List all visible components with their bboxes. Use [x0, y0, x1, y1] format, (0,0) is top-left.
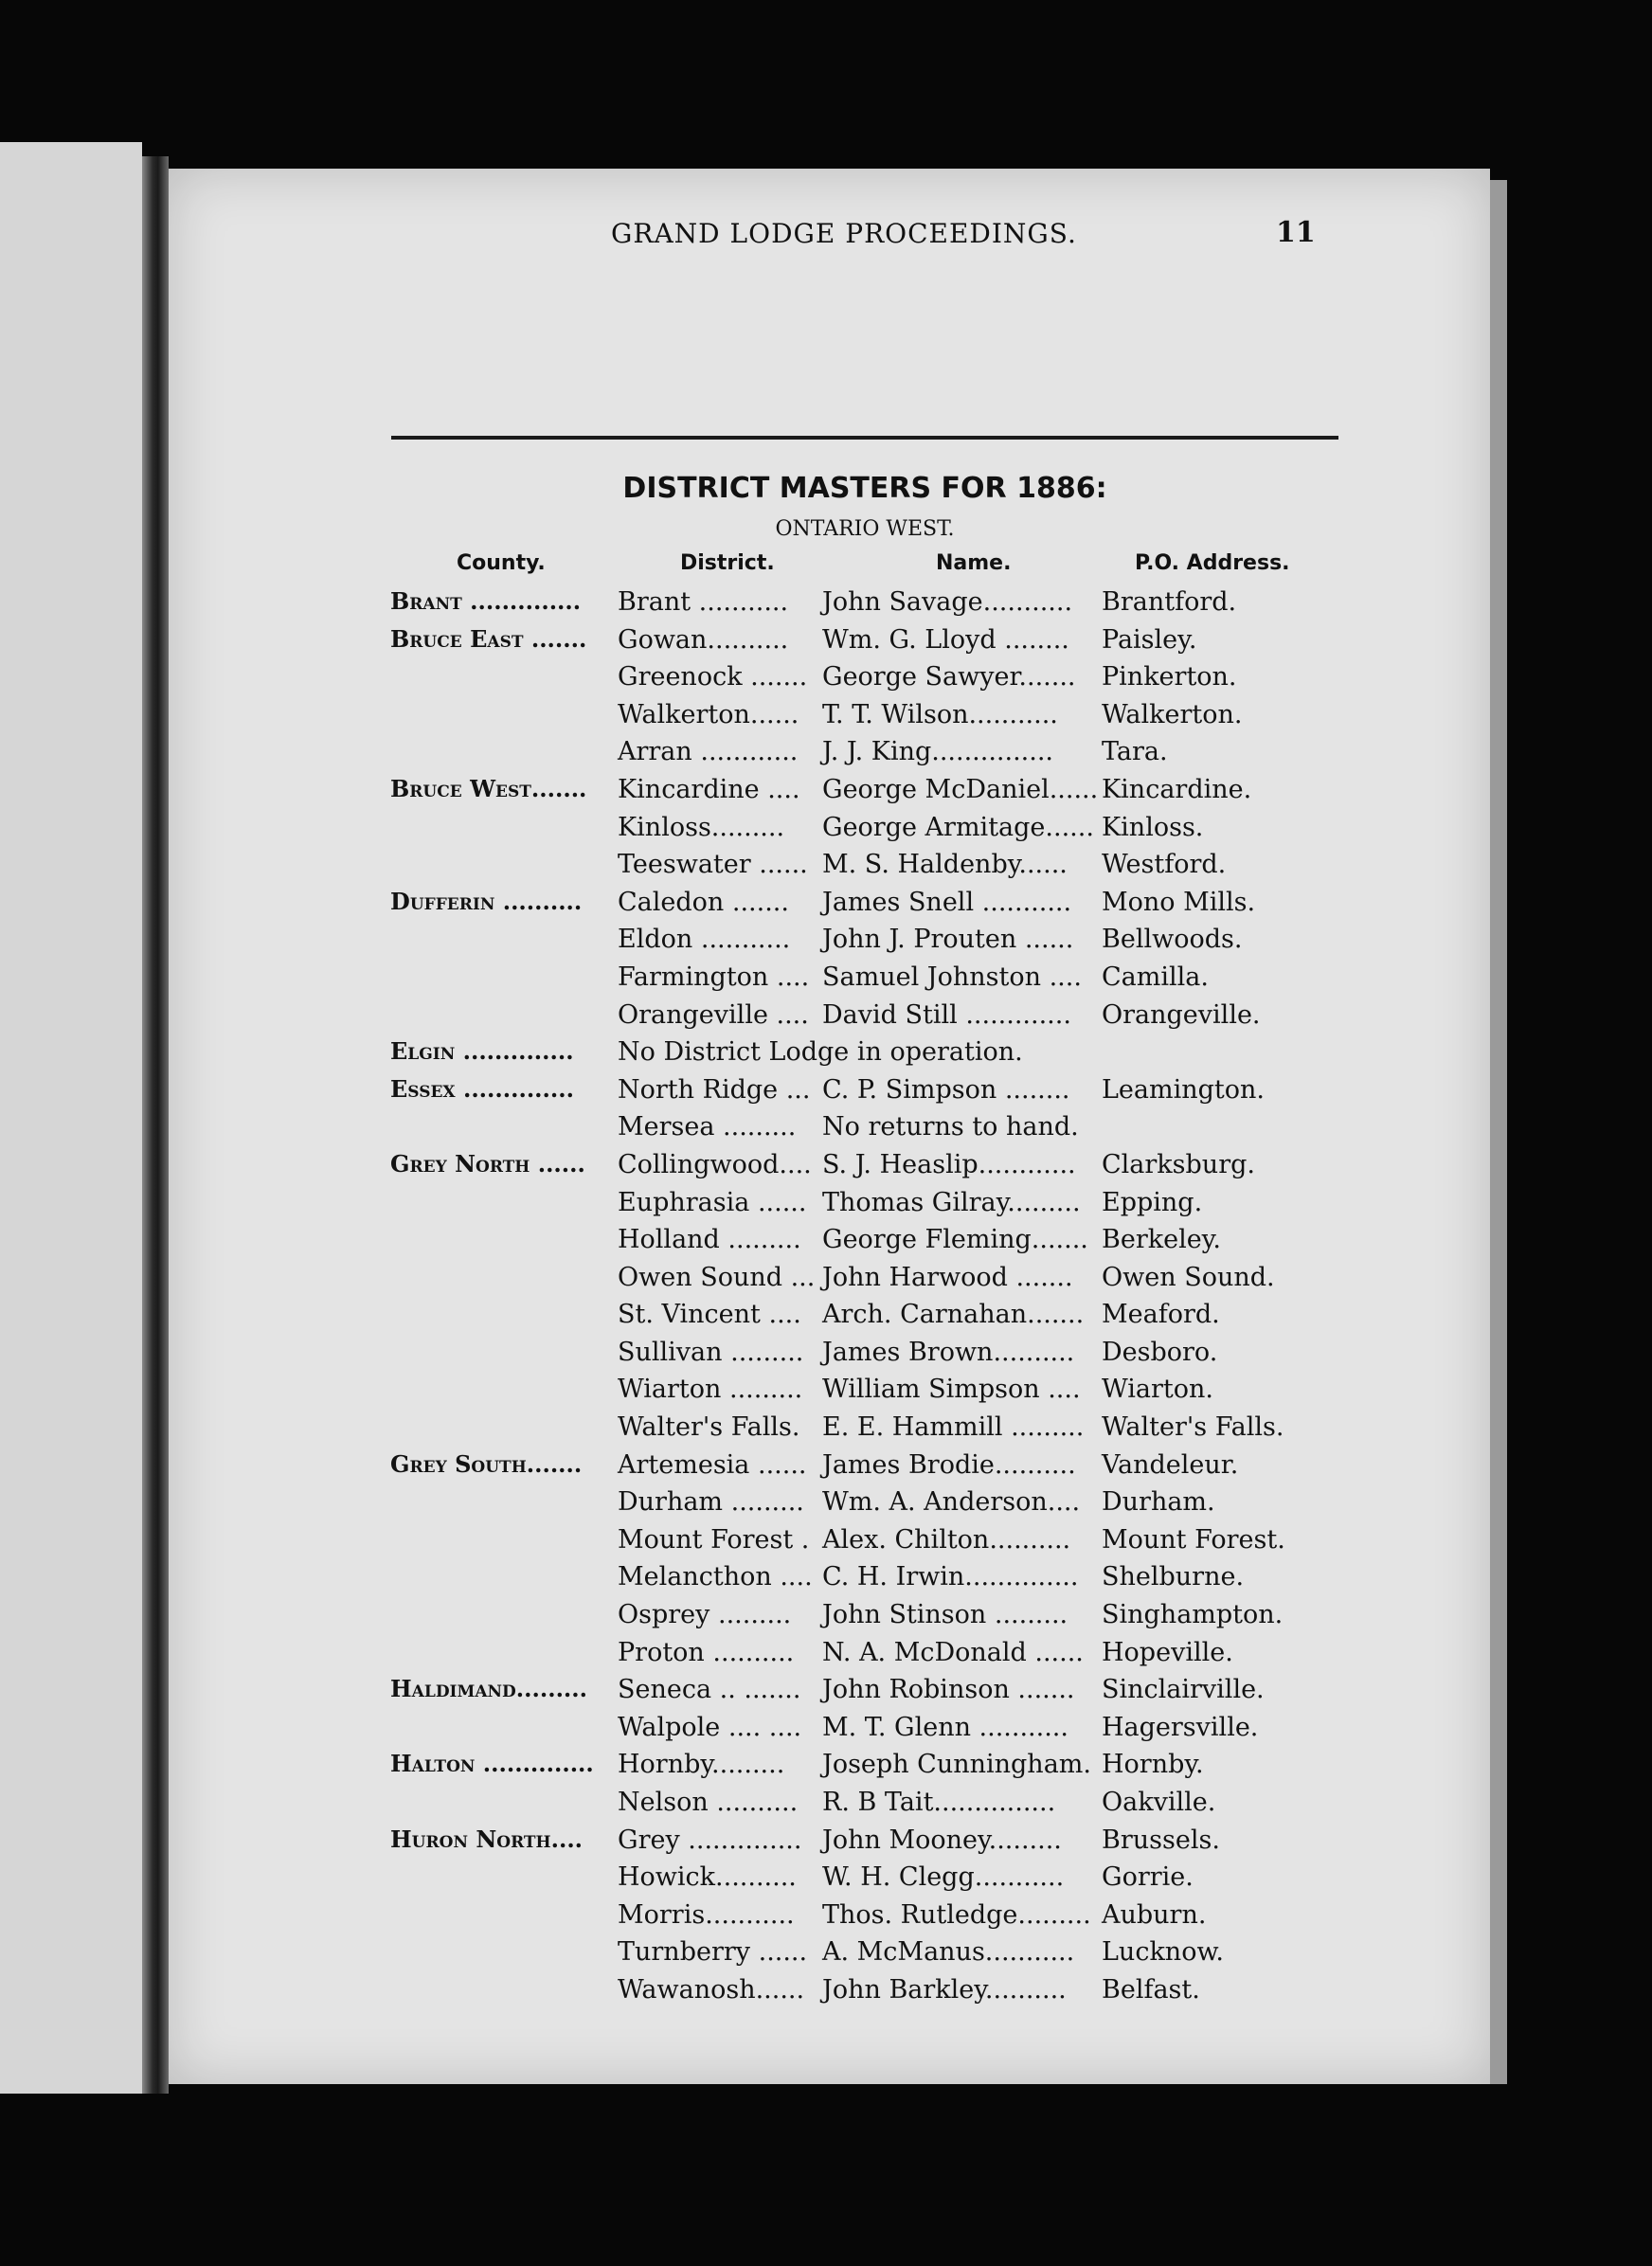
table-row	[369, 1375, 1336, 1412]
district-cell: Gowan..........	[618, 624, 789, 655]
name-cell: George Armitage......	[822, 812, 1094, 842]
address-cell: Lucknow.	[1102, 1937, 1224, 1968]
table-row	[369, 775, 1336, 813]
table-row	[369, 1562, 1336, 1600]
address-cell: Auburn.	[1102, 1899, 1207, 1930]
name-cell: T. T. Wilson...........	[822, 699, 1058, 729]
table-row	[369, 1263, 1336, 1301]
district-cell: Howick..........	[618, 1862, 797, 1893]
table-row	[369, 1225, 1336, 1263]
name-cell: M. S. Haldenby......	[822, 850, 1068, 880]
name-cell: John Barkley..........	[822, 1974, 1067, 2005]
district-cell: Grey ..............	[618, 1825, 802, 1855]
name-cell: David Still .............	[822, 999, 1071, 1030]
district-cell: Nelson ..........	[618, 1788, 799, 1817]
table-row	[369, 1487, 1336, 1525]
table-row	[369, 1188, 1336, 1226]
district-cell: Collingwood....	[618, 1149, 812, 1179]
table-row	[369, 1900, 1336, 1938]
name-cell: John Harwood .......	[822, 1262, 1073, 1292]
county-cell: Grey South.......	[390, 1449, 583, 1478]
note-cell: No returns to hand.	[822, 1112, 1079, 1142]
table-row	[369, 1600, 1336, 1638]
name-cell: George McDaniel......	[822, 774, 1099, 804]
name-cell: Wm. G. Lloyd ........	[822, 624, 1069, 655]
name-cell: J. J. King...............	[822, 737, 1054, 767]
name-cell: Joseph Cunningham.	[822, 1750, 1091, 1780]
table-row	[369, 1412, 1336, 1450]
table-row	[369, 700, 1336, 738]
district-cell: Mersea .........	[618, 1112, 797, 1142]
address-cell: Belfast.	[1102, 1974, 1200, 2005]
address-cell: Owen Sound.	[1102, 1262, 1275, 1292]
district-cell: Brant ...........	[618, 587, 789, 617]
address-cell: Brussels.	[1102, 1825, 1220, 1855]
address-cell: Mono Mills.	[1102, 887, 1256, 917]
address-cell: Gorrie.	[1102, 1862, 1194, 1893]
table-row	[369, 813, 1336, 851]
district-cell: Owen Sound ...	[618, 1262, 816, 1292]
county-cell: Bruce East .......	[390, 624, 587, 653]
table-row	[369, 1112, 1336, 1150]
district-cell: Melancthon ....	[618, 1562, 813, 1592]
district-cell: North Ridge ...	[618, 1074, 811, 1105]
table-row	[369, 1300, 1336, 1338]
district-cell: Durham .........	[618, 1487, 804, 1518]
name-cell: Thomas Gilray.........	[822, 1187, 1081, 1217]
table-row	[369, 888, 1336, 926]
name-cell: James Brown..........	[822, 1337, 1075, 1367]
name-cell: Arch. Carnahan.......	[822, 1300, 1085, 1330]
table-row	[369, 662, 1336, 700]
district-cell: Walpole .... ....	[618, 1712, 802, 1742]
name-cell: William Simpson ....	[822, 1375, 1081, 1405]
subsection-title: ONTARIO WEST.	[775, 517, 955, 541]
address-cell: Camilla.	[1102, 962, 1209, 992]
table-row	[369, 1825, 1336, 1863]
table-row	[369, 1150, 1336, 1188]
name-cell: A. McManus...........	[822, 1937, 1075, 1968]
district-cell: Holland .........	[618, 1225, 801, 1255]
county-cell: Halton ..............	[390, 1750, 594, 1778]
name-cell: Thos. Rutledge.........	[822, 1899, 1091, 1930]
address-cell: Desboro.	[1102, 1337, 1218, 1367]
column-header-name: Name.	[936, 551, 1012, 575]
name-cell: Alex. Chilton..........	[822, 1524, 1071, 1555]
address-cell: Hornby.	[1102, 1750, 1204, 1780]
county-cell: Dufferin ..........	[390, 887, 583, 915]
column-header-county: County.	[457, 551, 546, 575]
address-cell: Westford.	[1102, 850, 1227, 880]
district-cell: Eldon ...........	[618, 925, 791, 955]
name-cell: George Sawyer.......	[822, 662, 1076, 692]
district-cell: Kinloss.........	[618, 812, 785, 842]
table-row	[369, 1037, 1336, 1075]
district-cell: Farmington ....	[618, 962, 810, 992]
address-cell: Singhampton.	[1102, 1600, 1284, 1630]
district-masters-table	[369, 587, 1336, 2013]
section-title: DISTRICT MASTERS FOR 1886:	[622, 472, 1107, 505]
address-cell: Brantford.	[1102, 587, 1237, 617]
table-row	[369, 925, 1336, 962]
name-cell: S. J. Heaslip............	[822, 1149, 1076, 1179]
table-row	[369, 1937, 1336, 1975]
county-cell: Grey North ......	[390, 1149, 585, 1178]
district-cell: St. Vincent ....	[618, 1300, 801, 1330]
table-row	[369, 587, 1336, 625]
table-row	[369, 1450, 1336, 1488]
table-row	[369, 1788, 1336, 1825]
name-cell: John J. Prouten ......	[822, 925, 1074, 955]
address-cell: Clarksburg.	[1102, 1149, 1255, 1179]
county-cell: Elgin ..............	[390, 1037, 574, 1066]
table-row	[369, 1338, 1336, 1376]
table-row	[369, 1525, 1336, 1563]
address-cell: Oakville.	[1102, 1788, 1216, 1817]
address-cell: Vandeleur.	[1102, 1449, 1239, 1480]
table-row	[369, 1638, 1336, 1676]
name-cell: John Savage...........	[822, 587, 1073, 617]
county-cell: Essex ..............	[390, 1074, 574, 1103]
county-cell: Bruce West.......	[390, 774, 587, 802]
district-cell: Morris...........	[618, 1899, 795, 1930]
name-cell: John Mooney.........	[822, 1825, 1062, 1855]
name-cell: Samuel Johnston ....	[822, 962, 1082, 992]
name-cell: James Brodie..........	[822, 1449, 1076, 1480]
book-spine	[142, 156, 169, 2094]
district-cell: Arran ............	[618, 737, 799, 767]
district-cell: Kincardine ....	[618, 774, 800, 804]
address-cell: Wiarton.	[1102, 1375, 1213, 1405]
name-cell: Wm. A. Anderson....	[822, 1487, 1081, 1518]
left-page-edge	[0, 142, 142, 2094]
district-cell: Wiarton .........	[618, 1375, 803, 1405]
district-cell: Turnberry ......	[618, 1937, 808, 1968]
table-row	[369, 1713, 1336, 1751]
table-row	[369, 962, 1336, 1000]
header-rule	[391, 436, 1338, 440]
name-cell: C. P. Simpson ........	[822, 1074, 1070, 1105]
address-cell: Sinclairville.	[1102, 1675, 1265, 1705]
address-cell: Kinloss.	[1102, 812, 1204, 842]
name-cell: W. H. Clegg...........	[822, 1862, 1065, 1893]
address-cell: Berkeley.	[1102, 1225, 1221, 1255]
table-row	[369, 737, 1336, 775]
address-cell: Hagersville.	[1102, 1712, 1259, 1742]
district-cell: Seneca .. .......	[618, 1675, 801, 1705]
table-row	[369, 1675, 1336, 1713]
address-cell: Tara.	[1102, 737, 1168, 767]
district-cell: Walter's Falls.	[618, 1412, 800, 1443]
address-cell: Mount Forest.	[1102, 1524, 1285, 1555]
address-cell: Shelburne.	[1102, 1562, 1245, 1592]
address-cell: Durham.	[1102, 1487, 1215, 1518]
table-row	[369, 1975, 1336, 2013]
county-cell: Brant ..............	[390, 587, 582, 615]
name-cell: M. T. Glenn ...........	[822, 1712, 1068, 1742]
column-header-district: District.	[680, 551, 775, 575]
name-cell: R. B Tait...............	[822, 1788, 1056, 1817]
name-cell: George Fleming.......	[822, 1225, 1088, 1255]
name-cell: N. A. McDonald ......	[822, 1637, 1084, 1667]
table-row	[369, 1750, 1336, 1788]
district-cell: Greenock .......	[618, 662, 808, 692]
name-cell: James Snell ...........	[822, 887, 1072, 917]
address-cell: Epping.	[1102, 1187, 1203, 1217]
note-cell: No District Lodge in operation.	[618, 1037, 1023, 1068]
name-cell: John Robinson .......	[822, 1675, 1075, 1705]
district-cell: Walkerton......	[618, 699, 799, 729]
district-cell: Hornby.........	[618, 1750, 785, 1780]
address-cell: Hopeville.	[1102, 1637, 1233, 1667]
page-header	[223, 208, 1316, 265]
table-row	[369, 1000, 1336, 1038]
table-row	[369, 850, 1336, 888]
running-title: GRAND LODGE PROCEEDINGS.	[611, 218, 1077, 249]
district-cell: Orangeville ....	[618, 999, 809, 1030]
name-cell: C. H. Irwin..............	[822, 1562, 1079, 1592]
address-cell: Kincardine.	[1102, 774, 1252, 804]
county-cell: Huron North....	[390, 1825, 584, 1853]
address-cell: Orangeville.	[1102, 999, 1261, 1030]
district-cell: Teeswater ......	[618, 850, 808, 880]
address-cell: Walter's Falls.	[1102, 1412, 1284, 1443]
table-row	[369, 1862, 1336, 1900]
address-cell: Bellwoods.	[1102, 925, 1243, 955]
address-cell: Leamington.	[1102, 1074, 1265, 1105]
district-cell: Caledon .......	[618, 887, 789, 917]
district-cell: Mount Forest .	[618, 1524, 810, 1555]
address-cell: Pinkerton.	[1102, 662, 1237, 692]
page-edge	[1490, 180, 1507, 2084]
district-cell: Osprey .........	[618, 1600, 792, 1630]
address-cell: Meaford.	[1102, 1300, 1220, 1330]
table-row	[369, 625, 1336, 663]
district-cell: Wawanosh......	[618, 1974, 805, 2005]
address-cell: Paisley.	[1102, 624, 1197, 655]
column-header-address: P.O. Address.	[1135, 551, 1290, 575]
page-number: 11	[1276, 216, 1316, 249]
name-cell: John Stinson .........	[822, 1600, 1068, 1630]
district-cell: Euphrasia ......	[618, 1187, 807, 1217]
name-cell: E. E. Hammill .........	[822, 1412, 1085, 1443]
district-cell: Sullivan .........	[618, 1337, 804, 1367]
address-cell: Walkerton.	[1102, 699, 1243, 729]
district-cell: Artemesia ......	[618, 1449, 807, 1480]
county-cell: Haldimand.........	[390, 1675, 588, 1703]
district-cell: Proton ..........	[618, 1637, 795, 1667]
table-row	[369, 1075, 1336, 1113]
